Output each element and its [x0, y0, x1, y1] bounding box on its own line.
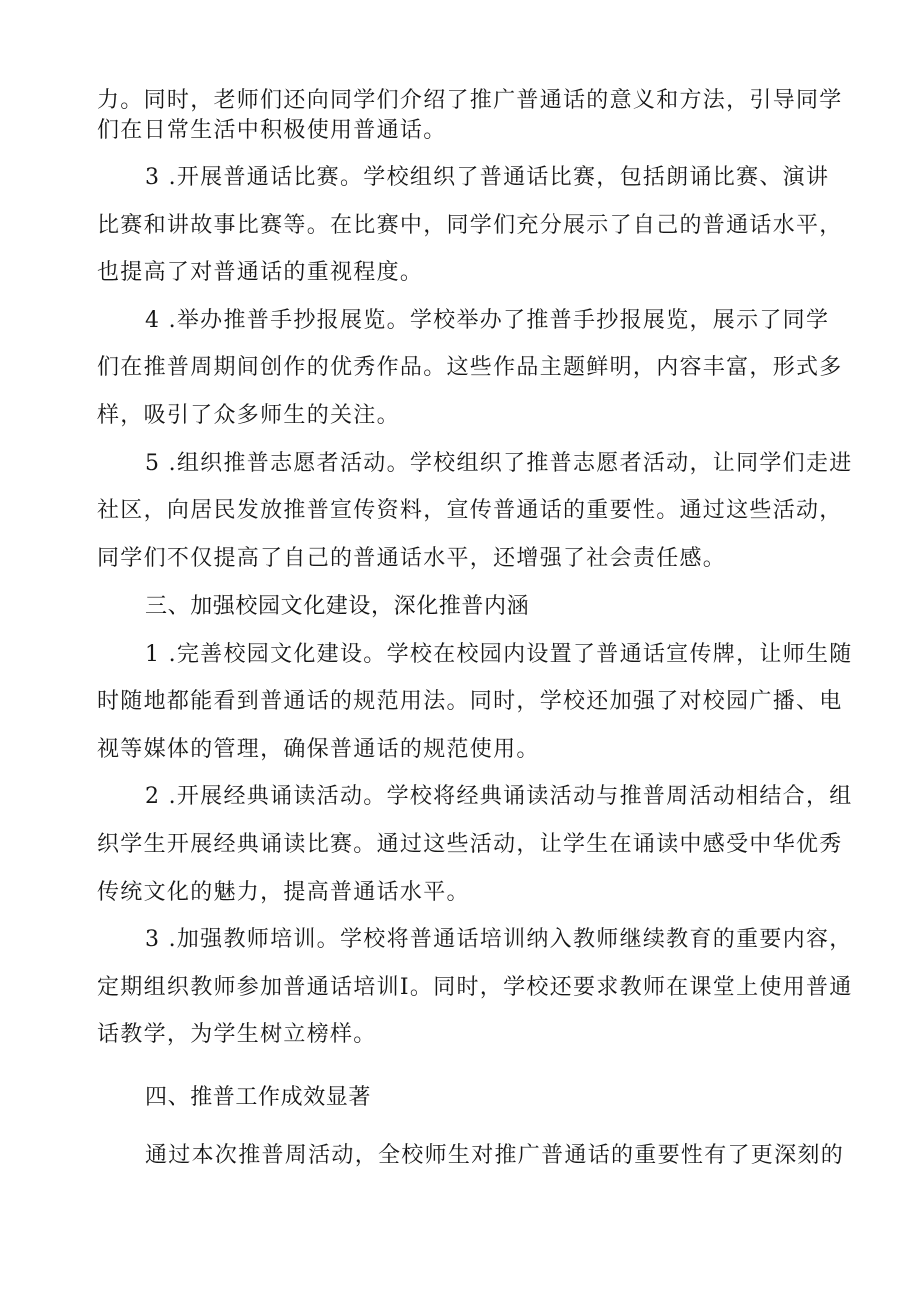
- paragraph-line: 传统文化的魅力，提高普通话水平。: [97, 880, 470, 905]
- paragraph-line: 力。同时，老师们还向同学们介绍了推广普通话的意义和方法，引导同学: [97, 88, 843, 113]
- paragraph-line: 4 .举办推普手抄报展览。学校举办了推普手抄报展览，展示了同学: [145, 308, 830, 333]
- paragraph-line: 也提高了对普通话的重视程度。: [97, 260, 424, 285]
- paragraph-line: 定期组织教师参加普通话培训I。同时，学校还要求教师在课堂上使用普通: [97, 975, 853, 1000]
- paragraph-line: 1 .完善校园文化建设。学校在校园内设置了普通话宣传牌，让师生随: [145, 642, 853, 667]
- paragraph-line: 们在日常生活中积极使用普通话。: [97, 118, 447, 143]
- paragraph-line: 们在推普周期间创作的优秀作品。这些作品主题鲜明，内容丰富，形式多: [97, 355, 843, 380]
- paragraph-line: 2 .开展经典诵读活动。学校将经典诵读活动与推普周活动相结合，组: [145, 784, 853, 809]
- paragraph-line: 视等媒体的管理，确保普通话的规范使用。: [97, 737, 540, 762]
- section-heading: 四、推普工作成效显著: [145, 1085, 372, 1110]
- paragraph-line: 3 .加强教师培训。学校将普通话培训纳入教师继续教育的重要内容，: [145, 927, 853, 952]
- paragraph-line: 话教学，为学生树立榜样。: [97, 1022, 377, 1047]
- paragraph-line: 比赛和讲故事比赛等。在比赛中，同学们充分展示了自己的普通话水平，: [97, 213, 843, 238]
- paragraph-line: 3 .开展普通话比赛。学校组织了普通话比赛，包括朗诵比赛、演讲: [145, 165, 830, 190]
- paragraph-line: 社区，向居民发放推普宣传资料，宣传普通话的重要性。通过这些活动，: [97, 498, 843, 523]
- paragraph-line: 时随地都能看到普通话的规范用法。同时，学校还加强了对校园广播、电: [97, 689, 843, 714]
- section-heading: 三、加强校园文化建设，深化推普内涵: [145, 594, 530, 619]
- paragraph-line: 织学生开展经典诵读比赛。通过这些活动，让学生在诵读中感受中华优秀: [97, 832, 843, 857]
- paragraph-line: 样，吸引了众多师生的关注。: [97, 403, 400, 428]
- paragraph-line: 通过本次推普周活动，全校师生对推广普通话的重要性有了更深刻的: [145, 1143, 845, 1168]
- paragraph-line: 同学们不仅提高了自己的普通话水平，还增强了社会责任感。: [97, 546, 727, 571]
- paragraph-line: 5 .组织推普志愿者活动。学校组织了推普志愿者活动，让同学们走进: [145, 451, 853, 476]
